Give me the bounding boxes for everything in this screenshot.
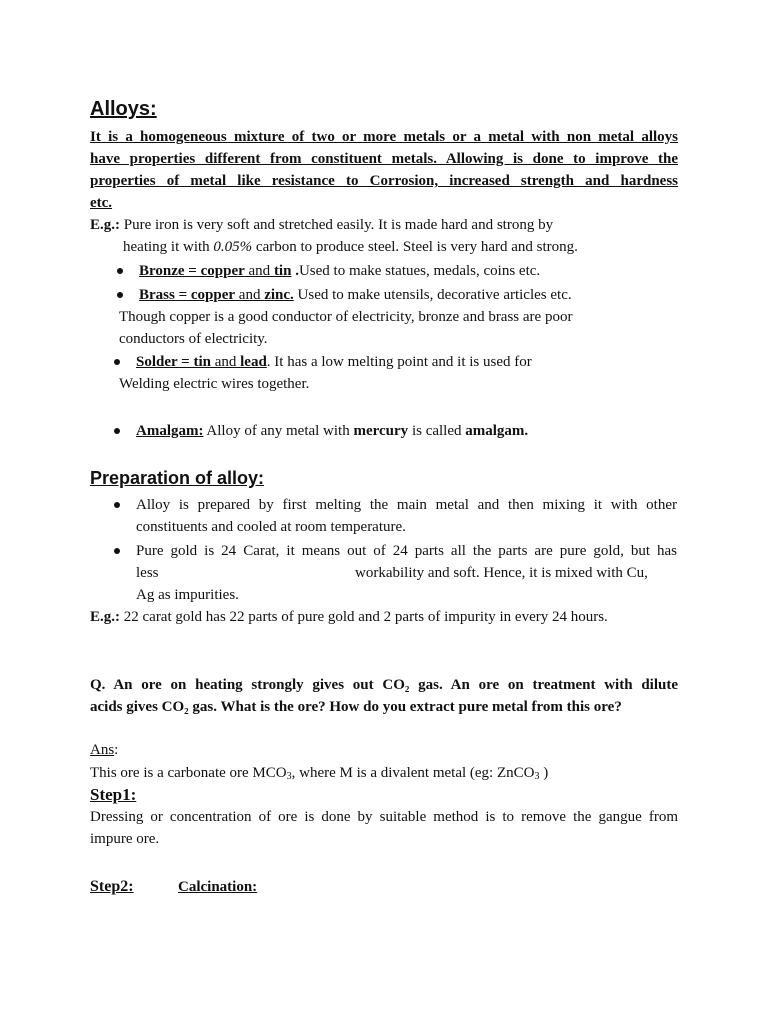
- prep-bullet-2-line-2: workability and soft. Hence, it is mixed with Cu,: [355, 565, 648, 581]
- example-text-2a: heating it with: [123, 239, 214, 255]
- conductor-line-2: conductors of electricity.: [119, 331, 268, 347]
- question-line-1: Q. An ore on heating strongly gives out CO₂ gas. An ore on treatment with dilute: [90, 677, 678, 693]
- solder-use: . It has a low melting point and it is used for: [266, 354, 532, 370]
- bullet-icon: [114, 502, 120, 508]
- amalgam-term: Amalgam:: [136, 423, 204, 439]
- answer-colon: :: [114, 742, 119, 758]
- definition-line-3: properties of metal like resistance to Corrosion, increased strength and hardness: [90, 173, 678, 189]
- answer-text-b: , where M is a divalent metal (eg: ZnCO: [291, 765, 535, 781]
- definition-line-2: have properties different from constituent metals. Allowing is done to improve the: [90, 151, 678, 167]
- bronze-item: [139, 260, 540, 282]
- amalgam-text-a: Alloy of any metal with: [203, 423, 354, 439]
- example-line-1: [90, 214, 553, 236]
- step1-line-1: Dressing or concentration of ore is done by suitable method is to remove the gangue from: [90, 809, 678, 825]
- amalgam-text-c: is called: [408, 423, 466, 439]
- brass-zinc: zinc.: [264, 287, 294, 303]
- solder-and: and: [210, 354, 241, 370]
- bullet-icon: [114, 428, 120, 434]
- bullet-icon: [114, 359, 120, 365]
- bronze-dot: .: [291, 263, 299, 279]
- conductor-line-1: Though copper is a good conductor of electricity, bronze and brass are poor: [119, 309, 573, 325]
- bullet-icon: [117, 268, 123, 274]
- bronze-and: and: [244, 263, 274, 279]
- prep-example-text: 22 carat gold has 22 parts of pure gold and 2 parts of impurity in every 24 hours.: [120, 609, 608, 625]
- solder-lead: lead: [240, 354, 267, 370]
- mercury-term: mercury: [353, 423, 409, 439]
- example-text-1: Pure iron is very soft and stretched easily. It is made hard and strong by: [123, 217, 554, 233]
- amalgam-word: amalgam.: [465, 423, 529, 439]
- preparation-heading: Preparation of alloy:: [90, 468, 265, 488]
- bullet-icon: [117, 292, 123, 298]
- prep-bullet-2-line-1: Pure gold is 24 Carat, it means out of 24 parts all the parts are pure gold, but has: [136, 543, 677, 559]
- bullet-icon: [114, 548, 120, 554]
- prep-bullet-2-line-3: Ag as impurities.: [136, 587, 239, 603]
- prep-bullet-1-line-1: Alloy is prepared by first melting the main metal and then mixing it with other: [136, 497, 677, 513]
- brass-term: Brass = copper: [139, 287, 236, 303]
- definition-line-4: etc.: [90, 195, 113, 211]
- prep-bullet-1-line-2: constituents and cooled at room temperature.: [136, 519, 406, 535]
- step2-heading: Step2:: [90, 878, 134, 895]
- brass-item: [139, 284, 572, 306]
- brass-use: Used to make utensils, decorative articles etc.: [293, 287, 572, 303]
- bronze-use: Used to make statues, medals, coins etc.: [298, 263, 541, 279]
- solder-item: [136, 351, 532, 373]
- example-text-2b: carbon to produce steel. Steel is very hard and strong.: [252, 239, 578, 255]
- step1-heading: Step1:: [90, 785, 137, 804]
- brass-and: and: [235, 287, 265, 303]
- subscript-3: 3: [286, 771, 292, 782]
- bronze-tin: tin: [273, 263, 292, 279]
- subscript-3: 3: [534, 771, 540, 782]
- definition-line-1: It is a homogeneous mixture of two or more metals or a metal with non metal alloys: [90, 129, 678, 145]
- answer-text-c: ): [539, 765, 549, 781]
- solder-line-2: Welding electric wires together.: [119, 376, 310, 392]
- solder-term: Solder = tin: [136, 354, 211, 370]
- answer-line: [90, 762, 548, 784]
- prep-example: [90, 606, 608, 628]
- question-line-2: acids gives CO₂ gas. What is the ore? How do you extract pure metal from this ore?: [90, 699, 622, 715]
- prep-example-label: E.g.:: [90, 609, 120, 625]
- answer-label-text: Ans: [90, 742, 115, 758]
- answer-text-a: This ore is a carbonate ore MCO: [90, 765, 287, 781]
- calcination-heading: Calcination:: [178, 879, 258, 895]
- prep-bullet-2-less: less: [136, 565, 159, 581]
- bronze-term: Bronze = copper: [139, 263, 245, 279]
- example-line-2: [123, 236, 578, 258]
- answer-label: [90, 739, 118, 761]
- amalgam-item: [136, 420, 528, 442]
- step1-line-2: impure ore.: [90, 831, 160, 847]
- example-label: E.g.:: [90, 217, 120, 233]
- alloys-heading: Alloys:: [90, 98, 157, 120]
- carbon-percentage: 0.05%: [213, 239, 253, 255]
